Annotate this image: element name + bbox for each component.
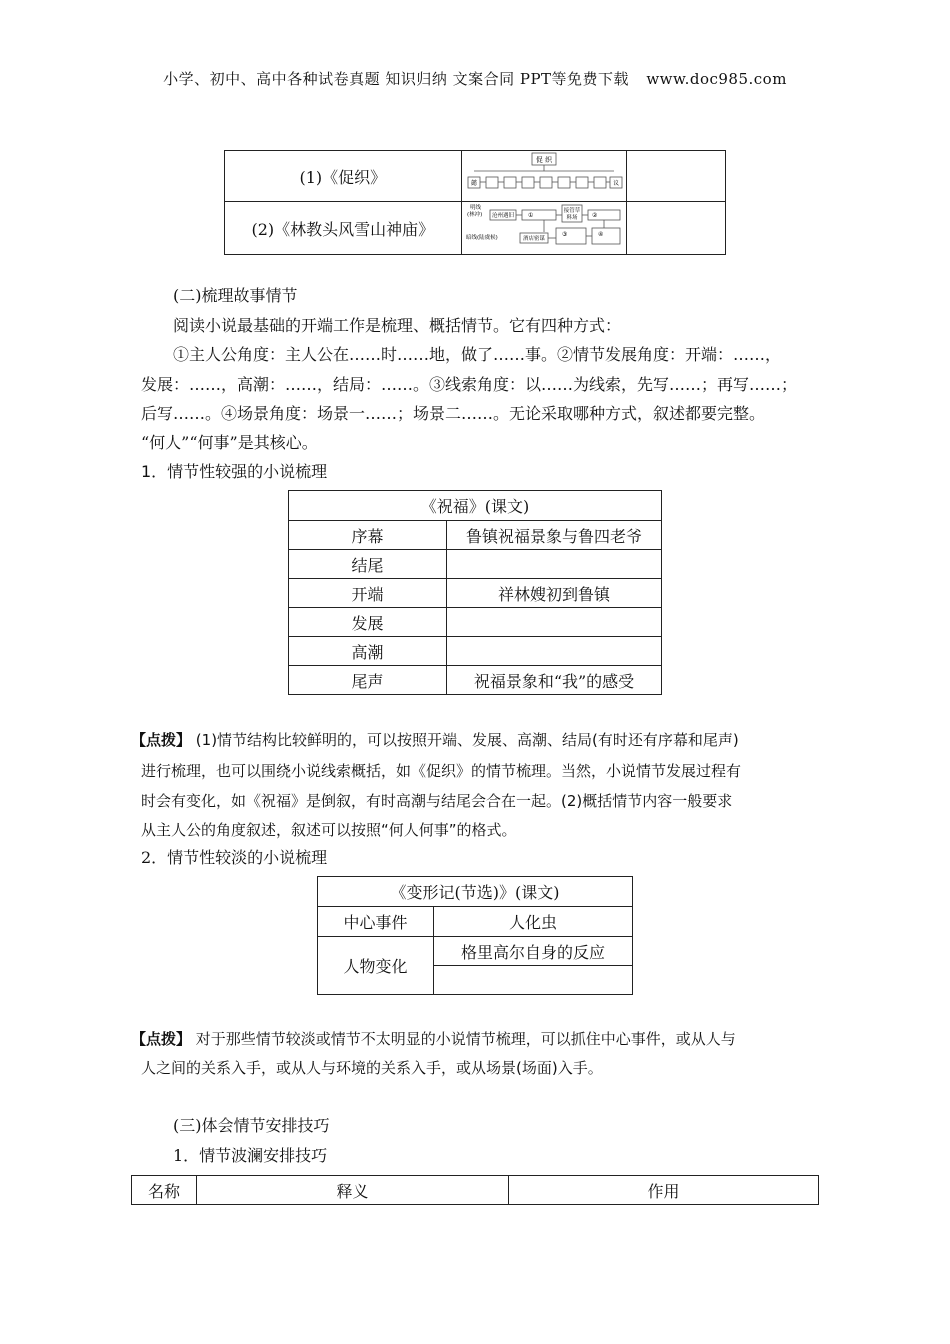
tip-1-label: 【点拨】 [131,731,192,749]
diagram-c1: ① [527,212,534,219]
section-2-heading: (二)梳理故事情节 [173,286,298,305]
center-event-value: 人化虫 [434,907,633,937]
diagram-left-label: 懿 [470,180,477,187]
top-table-row-2-title: (2)《林教头风雪山神庙》 [225,202,462,255]
diagram-box2a: 接管草 [563,208,580,214]
top-table-row-2-blank [626,202,725,255]
tip-1-line-2: 进行梳理，也可以围绕小说线索概括，如《促织》的情节梳理。当然，小说情节发展过程有 [141,762,742,780]
diagram-box3: 酒店密谋 [522,236,545,242]
zhufu-table-title: 《祝福》(课文) [289,491,662,521]
section-3-sub-heading: 1．情节波澜安排技巧 [173,1146,328,1165]
top-table-row-1-blank [626,151,725,202]
diagram-right-label: 议 [612,180,619,187]
tip-2-line-1 [131,1024,736,1054]
diagram-c3: ③ [561,231,568,238]
tip-1-line-4: 从主人公的角度叙述，叙述可以按照“何人何事”的格式。 [141,821,517,839]
sub-1-heading: 1．情节性较强的小说梳理 [141,462,328,481]
zhufu-row-label: 高潮 [289,637,447,666]
header-website: www.doc985.com [646,70,787,88]
tip-2-line-2: 人之间的关系入手，或从人与环境的关系入手，或从场景(场面)入手。 [141,1059,603,1077]
section-2-line-1: ①主人公角度：主人公在……时……地，做了……事。②情节发展角度：开端：……， [173,345,782,364]
tip-2-text-1: 对于那些情节较淡或情节不太明显的小说情节梳理，可以抓住中心事件，或从人与 [195,1030,736,1048]
sub-2-heading: 2．情节性较淡的小说梳理 [141,848,328,867]
center-event-label: 中心事件 [318,907,434,937]
zhufu-row-label: 序幕 [289,521,447,550]
zhufu-row-value [447,608,662,637]
section-3-heading: (三)体会情节安排技巧 [173,1116,330,1135]
diagram-mingxian-sub: (林冲) [466,212,482,218]
diagram-mingxian: 明线 [469,205,481,211]
zhufu-row-label: 尾声 [289,666,447,695]
header-left-text: 小学、初中、高中各种试卷真题 知识归纳 文案合同 PPT等免费下载 [163,70,630,88]
bianxingji-table [317,876,633,995]
zhufu-row-value: 鲁镇祝福景象与鲁四老爷 [447,521,662,550]
character-change-value-1: 格里高尔自身的反应 [434,937,633,966]
col-name-header: 名称 [132,1176,197,1205]
diagram-c4: ④ [597,231,604,238]
tip-2-label: 【点拨】 [131,1030,192,1048]
diagram-anxian: 暗线(陆虞候) [465,235,498,241]
diagram-c2: ② [591,212,598,219]
top-table-row-2-diagram [461,202,626,255]
lin-jiaotou-plot-diagram [464,202,624,250]
top-table-row-1-diagram [461,151,626,202]
zhufu-row-label: 开端 [289,579,447,608]
section-2-line-3: 后写……。④场景角度：场景一……；场景二……。无论采取哪种方式，叙述都要完整。 [141,404,766,423]
bianxingji-table-title: 《变形记(节选)》(课文) [318,877,633,907]
zhufu-row-value [447,637,662,666]
character-change-label: 人物变化 [318,937,434,995]
diagram-box1: 沧州遇旧 [491,213,514,219]
section-2-line-4: “何人”“何事”是其核心。 [141,433,318,452]
zhufu-table [288,490,662,695]
section-2-line-2: 发展：……，高潮：……，结局：……。③线索角度：以……为线索，先写……；再写……； [141,375,798,394]
tip-1-line-1 [131,725,739,755]
diagram-box2b: 料场 [566,215,578,221]
tip-1-line-3: 时会有变化，如《祝福》是倒叙，有时高潮与结尾会合在一起。(2)概括情节内容一般要求 [141,792,733,810]
top-table-row-1-title: (1)《促织》 [225,151,462,202]
techniques-table [131,1175,819,1205]
character-change-value-2 [434,966,633,995]
zhufu-row-value [447,550,662,579]
col-meaning-header: 释义 [197,1176,509,1205]
tip-1-text-1: (1)情节结构比较鲜明的，可以按照开端、发展、高潮、结局(有时还有序幕和尾声) [195,731,739,749]
section-2-intro: 阅读小说最基础的开端工作是梳理、概括情节。它有四种方式： [173,316,622,335]
top-table [224,150,726,255]
zhufu-row-label: 发展 [289,608,447,637]
cuzhi-flow-diagram [464,151,624,197]
zhufu-row-value: 祥林嫂初到鲁镇 [447,579,662,608]
zhufu-row-label: 结尾 [289,550,447,579]
zhufu-row-value: 祝福景象和“我”的感受 [447,666,662,695]
page-header [0,68,950,89]
diagram-step-boxes [468,177,622,188]
col-effect-header: 作用 [509,1176,819,1205]
diagram-top-label: 促 织 [535,156,552,164]
